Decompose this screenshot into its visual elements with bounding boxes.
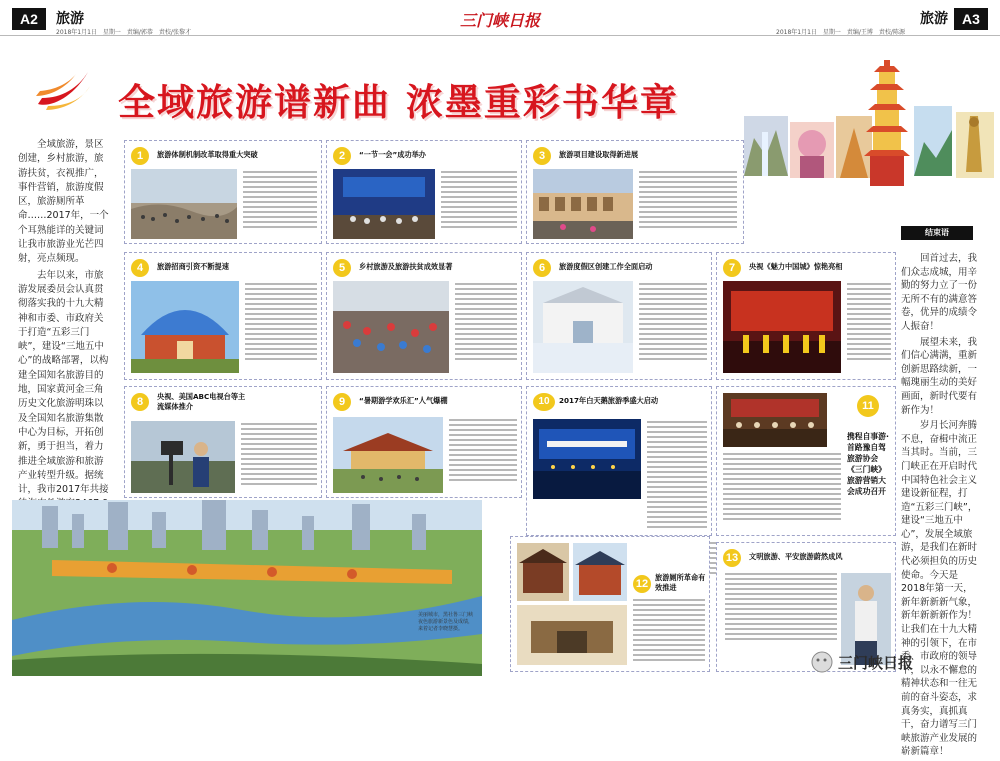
- article-heading: 央视、美国ABC电视台等主流媒体推介: [157, 392, 246, 411]
- right-page-number: A3: [954, 8, 988, 30]
- tv-crew-photo: [131, 421, 235, 493]
- toilet-facility-photos: [517, 543, 627, 665]
- outro-paragraph: 岁月长河奔腾不息，奋楫中流正当其时。当前，三门峡正在开启时代中国特色社会主义建设新征程，打造“五彩三门峡”，建设“三地五中心”，发展全域旅游，是我们在新时代必须担负的历史使命。今天是2018年第一天，新年新新新气象，新年新新新作为！让我们在十九大精神的引领下，在市委、市政府的领导下，以永不懈怠的精神状态和一往无前的奋斗姿态，求真务实，真抓真干，奋力谱写三门峡旅游产业发展的崭新篇章！: [901, 420, 978, 758]
- article-number: 7: [723, 259, 741, 277]
- article-1: [124, 140, 322, 244]
- crowd-photo: [131, 169, 237, 239]
- article-12: [510, 536, 710, 672]
- article-number: 11: [857, 395, 879, 417]
- article-number: 2: [333, 147, 351, 165]
- article-heading: 旅游招商引资不断提速: [157, 262, 229, 271]
- article-heading: 央视《魅力中国城》惊艳亮相: [749, 262, 843, 271]
- article-body: [647, 421, 707, 531]
- temple-courtyard-photo: [333, 417, 443, 493]
- article-body: [633, 599, 705, 664]
- article-body: [241, 423, 317, 488]
- article-6: [526, 252, 712, 380]
- article-body: [449, 419, 517, 484]
- aerial-photo-caption: 美丽城市，黑社鲁三门峡夜色旅游新景色及成绩，来着记者李晓慧摄。: [418, 612, 474, 632]
- watermark-text: 三门峡日报: [838, 654, 914, 672]
- article-heading: 旅游度假区创建工作全面启动: [559, 262, 653, 271]
- tv-show-stage-photo: [723, 281, 841, 373]
- article-body: [455, 283, 517, 363]
- article-number: 4: [131, 259, 149, 277]
- lead-paragraph: 全域旅游，景区创建，乡村旅游，旅游扶贫，衣视推广，事件营销，旅游度假区，旅游厕所革命……2017年，一个个耳熟能详的关键词让我市旅游业光芒四射，亮点频现。: [18, 139, 109, 265]
- right-section-name: 旅游: [920, 11, 948, 27]
- article-body: [639, 171, 737, 231]
- article-heading: 乡村旅游及旅游扶贫成效显著: [359, 262, 453, 271]
- article-5: [326, 252, 522, 380]
- swan-season-launch-photo: [533, 419, 641, 499]
- article-heading: “暑期游学欢乐汇”人气爆棚: [359, 396, 448, 405]
- article-8: [124, 386, 322, 498]
- article-2: [326, 140, 522, 244]
- project-site-photo: [533, 169, 633, 239]
- conference-photo: [723, 393, 827, 447]
- left-page-number: A2: [12, 8, 46, 30]
- article-body: [725, 573, 837, 643]
- article-number: 9: [333, 393, 351, 411]
- article-9: [326, 386, 522, 498]
- article-body: [245, 283, 317, 363]
- page-header: [0, 0, 1000, 36]
- article-number: 13: [723, 549, 741, 567]
- outro-tag: 结束语: [901, 226, 973, 240]
- resort-photo: [533, 281, 633, 373]
- outro-text: [901, 252, 979, 761]
- outro-paragraph: 展望未来，我们信心满满，重新创新思路续新，一幅瑰丽生动的美好画面，新时代要有新作为！: [901, 336, 978, 416]
- swoosh-logo-icon: [32, 66, 94, 112]
- scenery-collage: [744, 46, 994, 224]
- article-number: 5: [333, 259, 351, 277]
- article-heading: 2017年白天鹅旅游季盛大启动: [559, 396, 659, 405]
- article-number: 6: [533, 259, 551, 277]
- outro-paragraph: 回首过去，我们众志成城，用辛勤的努力立了一份无所不有的满意答卷，优异的成绩令人振奋！: [901, 253, 978, 332]
- page-title: 全域旅游谱新曲 浓墨重彩书华章: [118, 81, 679, 124]
- left-section-name: 旅游: [56, 11, 84, 27]
- aerial-city-photo: [12, 500, 482, 676]
- article-number: 1: [131, 147, 149, 165]
- theme-park-photo: [131, 281, 239, 373]
- article-heading: 旅游项目建设取得新进展: [559, 150, 639, 159]
- article-body: [847, 283, 891, 363]
- article-heading: 携程自事游·首路豫自驾旅游协会《三门峡》旅游营销大会成功召开: [847, 432, 889, 496]
- article-heading: 旅游厕所革命有效推进: [655, 573, 706, 592]
- article-number: 10: [533, 393, 555, 411]
- article-body: [723, 453, 841, 523]
- article-heading: “一节一会”成功举办: [359, 150, 426, 159]
- article-body: [441, 171, 517, 231]
- article-body: [243, 171, 317, 231]
- lead-paragraph: 去年以来，市旅游发展委员会认真贯彻落实我的十九大精神和市委、市政府关于打造“五彩三门峡”，建设“三地五中心”的战略部署，以构建全国知名旅游目的地，国家黄河金三角历史文化旅游明珠以及全国知名旅游集散中心为目标，开拓创新，勇于担当，着力推进全域旅游和旅游产业转型升级。据统计，我市2017年共接: [18, 269, 109, 496]
- festival-stage-photo: [333, 169, 435, 239]
- article-heading: 文明旅游、平安旅游蔚然成风: [749, 552, 843, 561]
- article-3: [526, 140, 744, 244]
- article-number: 12: [633, 575, 651, 593]
- article-heading: 旅游体制机制改革取得重大突破: [157, 150, 258, 159]
- article-4: [124, 252, 322, 380]
- article-10: [526, 386, 712, 536]
- left-page-meta: 2018年1月1日 星期一 责编/郭恭 责校/张黎才: [56, 29, 191, 36]
- article-11: [716, 386, 896, 536]
- article-number: 8: [131, 393, 149, 411]
- article-number: 3: [533, 147, 551, 165]
- article-7: [716, 252, 896, 380]
- right-page-meta: 2018年1月1日 星期一 责编/王博 责校/陈源: [776, 29, 905, 36]
- article-body: [639, 283, 707, 363]
- masthead: 三门峡日报: [460, 11, 541, 30]
- village-crowd-photo: [333, 281, 449, 373]
